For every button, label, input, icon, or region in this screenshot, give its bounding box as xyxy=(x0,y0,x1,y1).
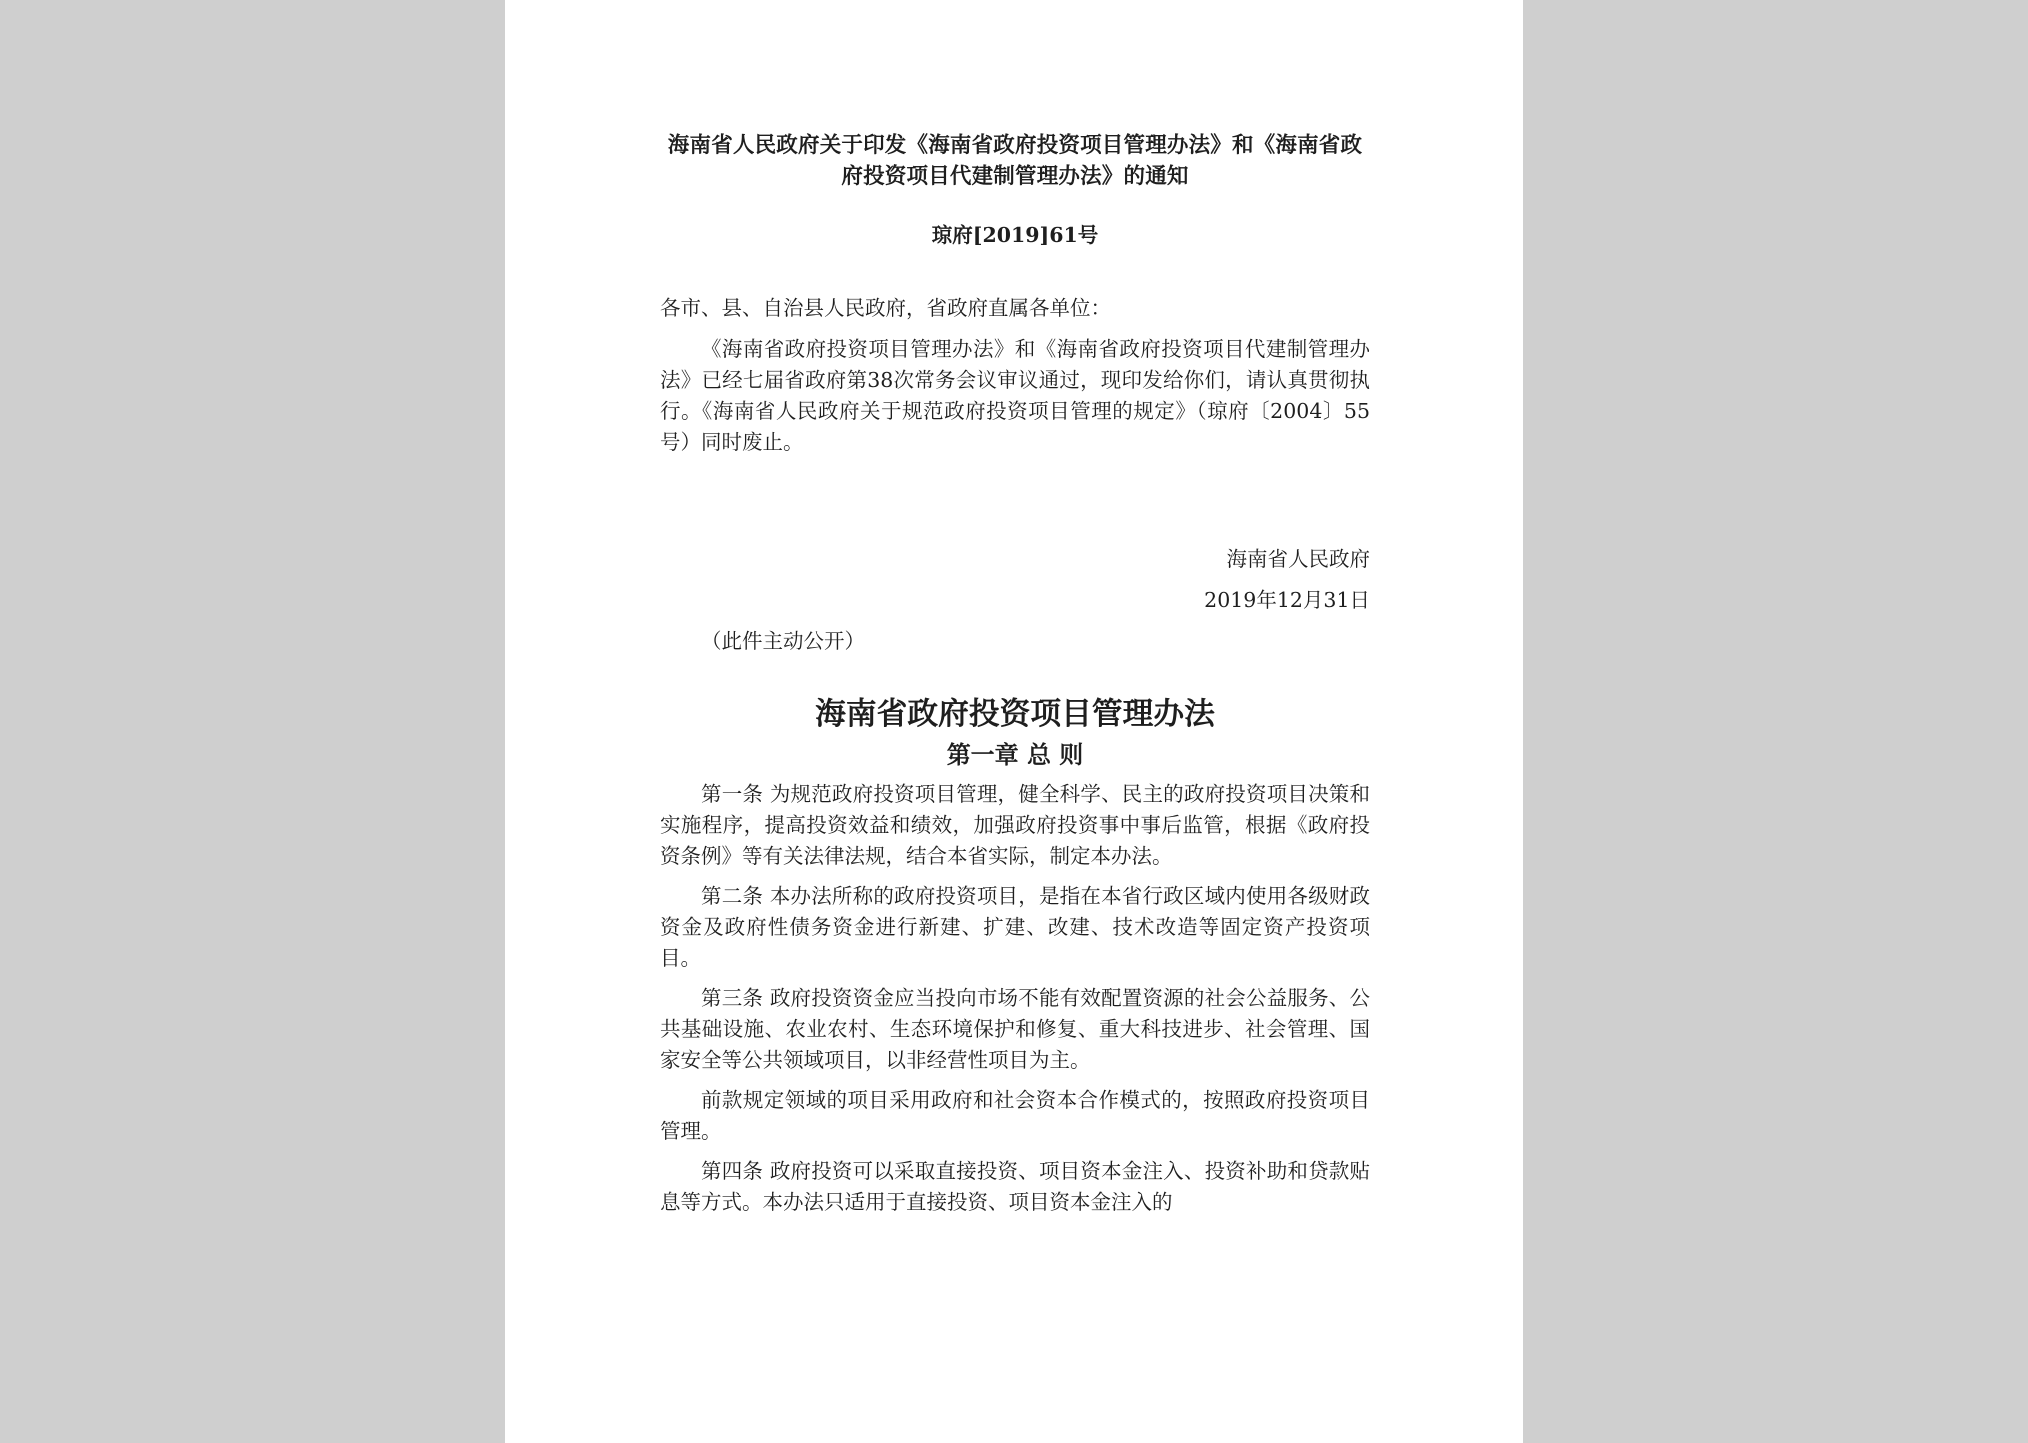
article-3-paragraph-2: 前款规定领域的项目采用政府和社会资本合作模式的，按照政府投资项目管理。 xyxy=(660,1088,1370,1143)
salutation: 各市、县、自治县人民政府，省政府直属各单位： xyxy=(660,296,1111,320)
document-number: 琼府[2019]61号 xyxy=(931,223,1099,247)
document-page xyxy=(505,0,1523,1443)
article-1: 第一条 为规范政府投资项目管理，健全科学、民主的政府投资项目决策和实施程序，提高投资效益和绩效，加强政府投资事中事后监管，根据《政府投资条例》等有关法律法规，结合本省实际，制定本办法。 xyxy=(660,782,1370,868)
issue-date: 2019年12月31日 xyxy=(1204,588,1370,612)
article-3: 第三条 政府投资资金应当投向市场不能有效配置资源的社会公益服务、公共基础设施、农业农村、生态环境保护和修复、重大科技进步、社会管理、国家安全等公共领域项目，以非经营性项目为主。 xyxy=(660,986,1370,1072)
chapter-heading: 第一章 总 则 xyxy=(946,740,1084,769)
disclosure-note: （此件主动公开） xyxy=(701,629,865,653)
issuer: 海南省人民政府 xyxy=(1226,547,1370,571)
notice-body: 《海南省政府投资项目管理办法》和《海南省政府投资项目代建制管理办法》已经七届省政府第38次常务会议审议通过，现印发给你们，请认真贯彻执行。《海南省人民政府关于规范政府投资项目管理的规定》（琼府〔2004〕55号）同时废止。 xyxy=(660,337,1370,454)
document-title: 海南省人民政府关于印发《海南省政府投资项目管理办法》和《海南省政府投资项目代建制管理办法》的通知 xyxy=(667,133,1363,189)
article-4: 第四条 政府投资可以采取直接投资、项目资本金注入、投资补助和贷款贴息等方式。本办法只适用于直接投资、项目资本金注入的 xyxy=(660,1159,1370,1214)
article-2: 第二条 本办法所称的政府投资项目，是指在本省行政区域内使用各级财政资金及政府性债务资金进行新建、扩建、改建、技术改造等固定资产投资项目。 xyxy=(660,884,1370,970)
document-content xyxy=(660,130,1370,1218)
annex-title: 海南省政府投资项目管理办法 xyxy=(815,696,1215,732)
